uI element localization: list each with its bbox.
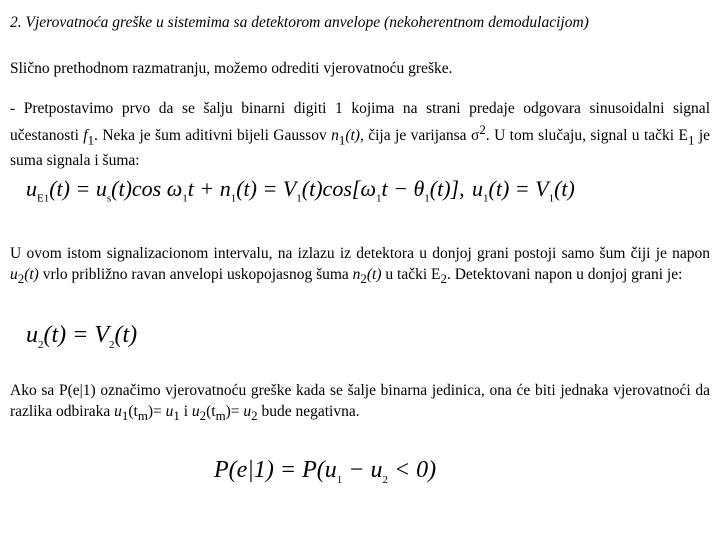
assumption-paragraph: - Pretpostavimo prvo da se šalju binarni digiti 1 kojima na strani predaje odgovara sinusoidalni signal učestanosti $f_1$. Neka je šum aditivni bijeli Gaussov $n_1(t)$, čija je varijansa $\sigma^2$. U tom slučaju, signal u tački $E_1$ je suma signala i šuma: (10, 100, 711, 170)
signal-equation: $u_{E1}(t) = u_s(t)\cos$ $\omega_1t + n_1(t) = V_1(t)\cos[\omega_1t - \theta_1(t)]$, (26, 176, 465, 205)
lower-branch-paragraph: U ovom istom signalizacionom intervalu, na izlazu iz detektora u donjoj grani postoji samo šum čiji je napon $u_2(t)$ vrlo približno ravan anvelopi uskopojasnog šuma $n_2(t)$ u tački $E_2$. Detektovani napon u donjoj grani je: (10, 245, 710, 287)
error-probability-paragraph: Ako sa P(e|1) označimo vjerovatnoću greške kada se šalje binarna jedinica, ona će biti jednaka vjerovatnoći da razlika odbiraka $u_1(t_m)= u_1$ i $u_2(t_m)= u_2$ bude negativna. (10, 382, 710, 424)
envelope-equation: $u_1(t) = V_1(t)$ (472, 176, 575, 205)
intro-paragraph: Slično prethodnom razmatranju, možemo odrediti vjerovatnoću greške. (10, 60, 453, 77)
error-probability-equation: $P(e|1) = P(u_1 - u_2 < 0)$ (214, 457, 437, 486)
lower-branch-equation: $u_2(t) = V_2(t)$ (26, 322, 138, 351)
section-title: 2. Vjerovatnoća greške u sistemima sa detektorom anvelope (nekoherentnom demodulacijom) (10, 14, 589, 31)
